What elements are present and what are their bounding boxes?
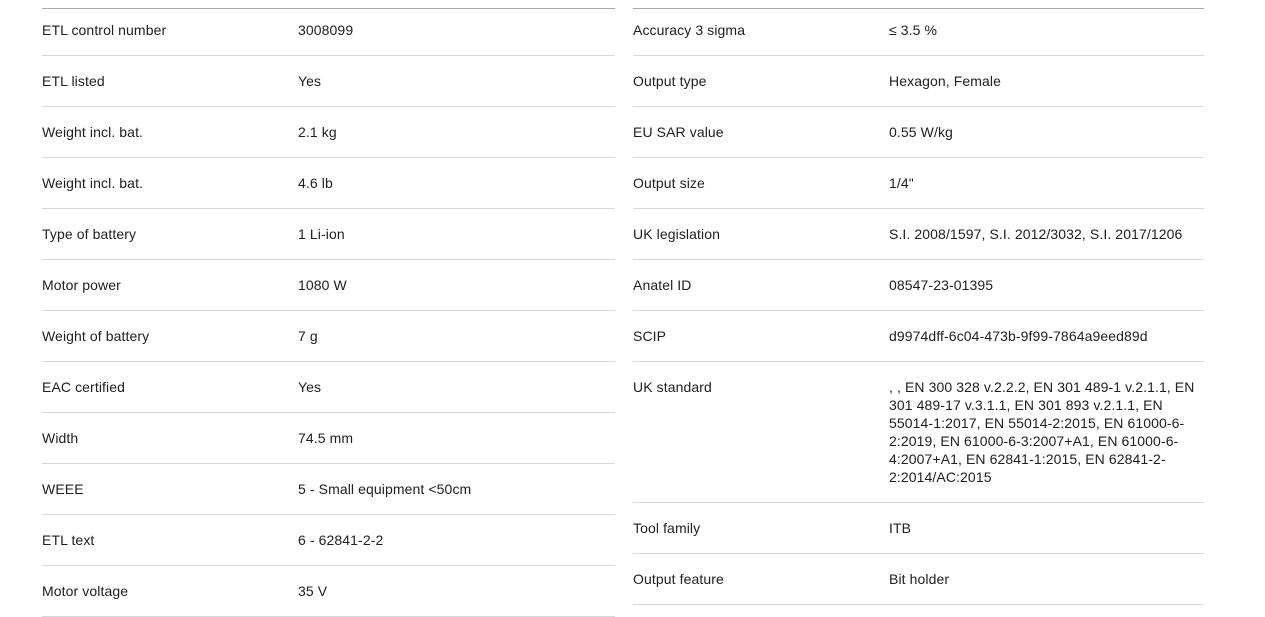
spec-row <box>42 413 615 464</box>
spec-row <box>42 566 615 617</box>
spec-row <box>42 260 615 311</box>
spec-label: Accuracy 3 sigma <box>633 22 746 38</box>
spec-row <box>633 554 1204 605</box>
spec-label: ETL control number <box>42 22 167 38</box>
spec-value: Yes <box>298 73 322 89</box>
spec-value: 4.6 lb <box>298 175 333 191</box>
spec-label: Output size <box>633 175 705 191</box>
spec-label: Output type <box>633 73 707 89</box>
spec-row <box>633 56 1204 107</box>
spec-row <box>42 56 615 107</box>
spec-row <box>42 515 615 566</box>
spec-table-right <box>633 8 1204 605</box>
spec-value: 1/4" <box>889 175 914 191</box>
spec-label: Weight incl. bat. <box>42 124 144 140</box>
spec-value: 35 V <box>298 583 328 599</box>
spec-label: Width <box>42 430 79 446</box>
spec-row <box>42 107 615 158</box>
spec-label: Type of battery <box>42 226 137 242</box>
spec-label: Motor power <box>42 277 121 293</box>
spec-label: Motor voltage <box>42 583 129 599</box>
spec-value: ≤ 3.5 % <box>889 22 938 38</box>
spec-label: Weight of battery <box>42 328 150 344</box>
spec-row <box>633 158 1204 209</box>
spec-row <box>633 362 1204 503</box>
spec-value: 1080 W <box>298 277 347 293</box>
spec-label: UK legislation <box>633 226 720 242</box>
spec-row <box>42 209 615 260</box>
spec-label: UK standard <box>633 379 712 395</box>
spec-value: Yes <box>298 379 322 395</box>
spec-value: 0.55 W/kg <box>889 124 953 140</box>
spec-row <box>42 311 615 362</box>
spec-value: S.I. 2008/1597, S.I. 2012/3032, S.I. 2017/1206 <box>889 226 1183 242</box>
spec-table-left <box>42 8 615 617</box>
spec-row <box>42 362 615 413</box>
spec-row <box>633 107 1204 158</box>
spec-value: 2.1 kg <box>298 124 337 140</box>
spec-value: 6 - 62841-2-2 <box>298 532 384 548</box>
spec-label: Output feature <box>633 571 724 587</box>
spec-value: 3008099 <box>298 22 354 38</box>
spec-label: Anatel ID <box>633 277 692 293</box>
spec-label: WEEE <box>42 481 84 497</box>
spec-row <box>42 464 615 515</box>
spec-value: 7 g <box>298 328 318 344</box>
spec-value: Bit holder <box>889 571 950 587</box>
spec-label: ETL text <box>42 532 95 548</box>
spec-row <box>42 9 615 56</box>
spec-value: 5 - Small equipment <50cm <box>298 481 472 497</box>
spec-row <box>633 209 1204 260</box>
spec-label: ETL listed <box>42 73 105 89</box>
spec-row <box>633 503 1204 554</box>
spec-label: EU SAR value <box>633 124 724 140</box>
spec-row <box>633 260 1204 311</box>
spec-row <box>633 9 1204 56</box>
spec-row <box>633 311 1204 362</box>
spec-value: 1 Li-ion <box>298 226 345 242</box>
spec-label: SCIP <box>633 328 667 344</box>
spec-value: ITB <box>889 520 912 536</box>
spec-label: Weight incl. bat. <box>42 175 144 191</box>
spec-row <box>42 158 615 209</box>
spec-value: Hexagon, Female <box>889 73 1002 89</box>
spec-value: , , EN 300 328 v.2.2.2, EN 301 489-1 v.2.1.1, EN 301 489-17 v.3.1.1, EN 301 893 v.2.1.1, EN 55014-1:2017, EN 55014-2:2015, EN 61000-6-2:2019, EN 61000-6-3:2007+A1, EN 61000-6-4:2007+A1, EN 62841-1:2015, EN 62841-2-2:2014/AC:2015 <box>889 379 1195 485</box>
spec-value: d9974dff-6c04-473b-9f99-7864a9eed89d <box>889 328 1148 344</box>
spec-value: 08547-23-01395 <box>889 277 994 293</box>
spec-label: Tool family <box>633 520 701 536</box>
spec-label: EAC certified <box>42 379 125 395</box>
spec-value: 74.5 mm <box>298 430 354 446</box>
